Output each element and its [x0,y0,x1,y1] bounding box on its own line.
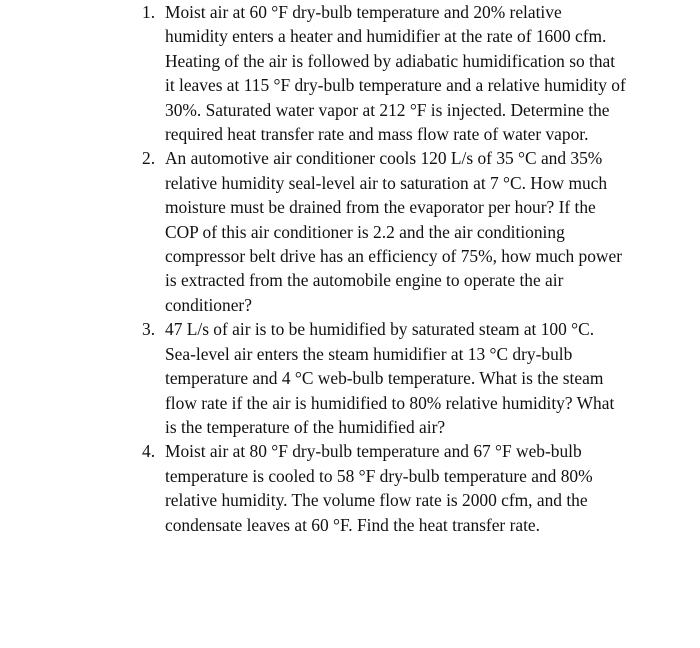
problem-list [142,0,627,537]
problem-text: Moist air at 80 °F dry-bulb temperature and 67 °F web-bulb temperature is cooled to 58 °F dry-bulb temperature and 80% relative humidity. The volume flow rate is 2000 cfm, and the condensate leaves at 60 °F. Find the heat transfer rate. [165,441,593,535]
problem-number: 4. [142,441,156,462]
problem-item [142,317,627,439]
problem-text: Moist air at 60 °F dry-bulb temperature and 20% relative humidity enters a heater and humidifier at the rate of 1600 cfm. Heating of the air is followed by adiabatic humidification so that it leaves at 115 °F dry-bulb temperature and a relative humidity of 30%. Saturated water vapor at 212 °F is injected. Determine the required heat transfer rate and mass flow rate of water vapor. [165,2,626,145]
problem-item [142,0,627,146]
problem-item [142,439,627,537]
problem-number: 2. [142,148,156,169]
problem-number: 3. [142,319,156,340]
problem-item [142,146,627,317]
problem-text: An automotive air conditioner cools 120 L/s of 35 °C and 35% relative humidity seal-level air to saturation at 7 °C. How much moisture must be drained from the evaporator per hour? If the COP of this air conditioner is 2.2 and the air conditioning compressor belt drive has an efficiency of 75%, how much power is extracted from the automobile engine to operate the air conditioner? [165,148,623,315]
problem-document [142,0,627,537]
problem-text: 47 L/s of air is to be humidified by saturated steam at 100 °C. Sea-level air enters the steam humidifier at 13 °C dry-bulb temperature and 4 °C web-bulb temperature. What is the steam flow rate if the air is humidified to 80% relative humidity? What is the temperature of the humidified air? [165,319,615,437]
problem-number: 1. [142,2,156,22]
